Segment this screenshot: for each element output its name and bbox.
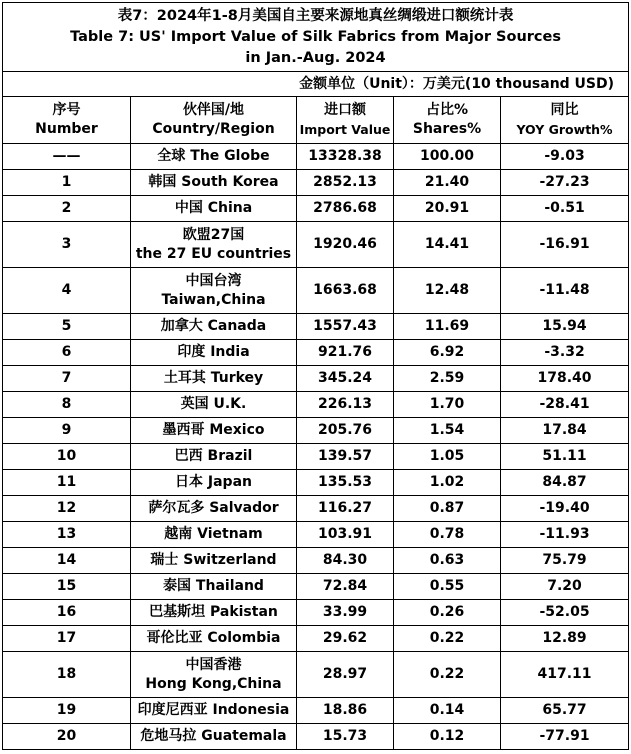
cell-yoy: 84.87 [501,470,629,496]
table-row [3,574,629,600]
cell-value: 135.53 [297,470,394,496]
header-share-en: Shares% [412,121,482,137]
cell-number: 13 [3,522,131,548]
cell-number: —— [3,144,131,170]
cell-region [131,470,297,496]
cell-region [131,626,297,652]
cell-share: 1.54 [394,418,501,444]
cell-yoy: 417.11 [501,652,629,698]
region-line: 中国香港 [185,656,242,673]
region-line: 瑞士 Switzerland [150,552,277,568]
cell-region [131,170,297,196]
cell-yoy: -3.32 [501,340,629,366]
table-row [3,418,629,444]
header-number [3,97,131,144]
cell-share: 1.05 [394,444,501,470]
cell-share: 0.26 [394,600,501,626]
cell-yoy: -52.05 [501,600,629,626]
cell-region [131,548,297,574]
table-row [3,548,629,574]
table-row [3,268,629,314]
cell-region [131,522,297,548]
region-line: 巴西 Brazil [174,448,253,464]
cell-share: 1.02 [394,470,501,496]
region-line: 欧盟27国 [182,226,245,243]
cell-yoy: -28.41 [501,392,629,418]
region-line: 印度尼西亚 Indonesia [137,702,290,718]
title-row [3,3,629,72]
cell-yoy: -11.48 [501,268,629,314]
cell-value: 28.97 [297,652,394,698]
table-row [3,626,629,652]
cell-number: 14 [3,548,131,574]
cell-number: 9 [3,418,131,444]
cell-value: 1663.68 [297,268,394,314]
region-line: 日本 Japan [175,474,252,490]
region-line: 加拿大 Canada [160,318,267,334]
cell-share: 12.48 [394,268,501,314]
cell-value: 18.86 [297,698,394,724]
cell-value: 72.84 [297,574,394,600]
table-row [3,222,629,268]
cell-value: 921.76 [297,340,394,366]
region-line: 印度 India [177,344,250,360]
cell-value: 84.30 [297,548,394,574]
header-yoy-en: YOY Growth% [516,122,613,137]
import-table [2,2,629,750]
region-line: 英国 U.K. [180,396,247,412]
cell-number: 7 [3,366,131,392]
cell-number: 6 [3,340,131,366]
cell-share: 0.14 [394,698,501,724]
header-number-en: Number [35,121,98,137]
header-number-cn: 序号 [52,102,81,118]
region-line: 萨尔瓦多 Salvador [148,500,279,516]
region-line: 墨西哥 Mexico [162,422,265,438]
table-row [3,392,629,418]
table-row [3,196,629,222]
table-row [3,522,629,548]
table-row [3,496,629,522]
cell-share: 0.22 [394,626,501,652]
cell-region [131,144,297,170]
cell-yoy: 17.84 [501,418,629,444]
region-line: 中国台湾 [185,272,242,289]
cell-number: 3 [3,222,131,268]
cell-value: 33.99 [297,600,394,626]
table-row [3,170,629,196]
region-line: 韩国 South Korea [148,174,279,190]
cell-yoy: 15.94 [501,314,629,340]
cell-value: 1920.46 [297,222,394,268]
cell-region [131,444,297,470]
cell-value: 116.27 [297,496,394,522]
cell-number: 17 [3,626,131,652]
table-row [3,600,629,626]
cell-number: 16 [3,600,131,626]
table-row [3,340,629,366]
cell-share: 0.63 [394,548,501,574]
cell-number: 18 [3,652,131,698]
cell-region [131,496,297,522]
cell-yoy: 7.20 [501,574,629,600]
cell-yoy: -77.91 [501,724,629,750]
cell-yoy: -19.40 [501,496,629,522]
header-value-cn: 进口额 [324,102,366,118]
cell-yoy: 12.89 [501,626,629,652]
cell-region [131,652,297,698]
region-line: 哥伦比亚 Colombia [146,630,281,646]
cell-share: 14.41 [394,222,501,268]
cell-yoy: 178.40 [501,366,629,392]
header-yoy-cn: 同比 [550,102,579,118]
cell-share: 20.91 [394,196,501,222]
header-region-cn: 伙伴国/地 [182,102,245,118]
cell-value: 103.91 [297,522,394,548]
cell-region [131,314,297,340]
region-line: 危地马拉 Guatemala [140,728,287,744]
region-line: 越南 Vietnam [164,526,263,542]
cell-share: 100.00 [394,144,501,170]
region-line: 全球 The Globe [157,148,270,164]
table-title [3,3,629,72]
cell-yoy: 65.77 [501,698,629,724]
cell-share: 2.59 [394,366,501,392]
table-row [3,470,629,496]
table-row [3,724,629,750]
cell-region [131,222,297,268]
region-line: the 27 EU countries [135,245,292,262]
header-region [131,97,297,144]
title-line-cn: 表7：2024年1-8月美国自主要来源地真丝绸缎进口额统计表 [117,7,514,24]
cell-region [131,366,297,392]
header-share-cn: 占比% [425,102,469,118]
cell-value: 13328.38 [297,144,394,170]
cell-region [131,340,297,366]
cell-share: 0.87 [394,496,501,522]
unit-label: 金额单位（Unit）：万美元(10 thousand USD) [3,72,629,97]
cell-number: 2 [3,196,131,222]
cell-value: 15.73 [297,724,394,750]
cell-region [131,196,297,222]
cell-share: 0.55 [394,574,501,600]
cell-yoy: 75.79 [501,548,629,574]
cell-yoy: 51.11 [501,444,629,470]
header-value [297,97,394,144]
cell-yoy: -16.91 [501,222,629,268]
cell-value: 205.76 [297,418,394,444]
unit-row [3,72,629,97]
table-row [3,698,629,724]
title-line-en: Table 7: US' Import Value of Silk Fabrics from Major Sources [70,28,561,45]
cell-value: 139.57 [297,444,394,470]
cell-share: 0.12 [394,724,501,750]
cell-share: 1.70 [394,392,501,418]
cell-region [131,418,297,444]
cell-value: 226.13 [297,392,394,418]
title-line-period: in Jan.-Aug. 2024 [245,49,386,66]
cell-share: 0.78 [394,522,501,548]
table-row [3,314,629,340]
region-line: 泰国 Thailand [163,578,264,594]
region-line: Taiwan,China [161,291,266,308]
table-row [3,444,629,470]
table-container [2,2,628,750]
cell-region [131,698,297,724]
cell-region [131,392,297,418]
cell-region [131,600,297,626]
cell-number: 12 [3,496,131,522]
region-line: 巴基斯坦 Pakistan [149,604,278,620]
cell-share: 11.69 [394,314,501,340]
table-row [3,652,629,698]
cell-yoy: -0.51 [501,196,629,222]
header-value-en: Import Value [299,122,391,137]
header-region-en: Country/Region [152,121,275,137]
header-row [3,97,629,144]
cell-region [131,724,297,750]
cell-number: 11 [3,470,131,496]
region-line: 中国 China [174,200,253,216]
cell-number: 8 [3,392,131,418]
cell-number: 5 [3,314,131,340]
table-row [3,366,629,392]
cell-yoy: -9.03 [501,144,629,170]
region-line: Hong Kong,China [145,675,282,692]
region-line: 土耳其 Turkey [163,370,264,386]
cell-region [131,268,297,314]
cell-number: 19 [3,698,131,724]
cell-value: 2786.68 [297,196,394,222]
cell-region [131,574,297,600]
cell-value: 2852.13 [297,170,394,196]
cell-number: 4 [3,268,131,314]
cell-yoy: -27.23 [501,170,629,196]
cell-value: 29.62 [297,626,394,652]
cell-share: 0.22 [394,652,501,698]
cell-share: 21.40 [394,170,501,196]
cell-value: 1557.43 [297,314,394,340]
table-row [3,144,629,170]
cell-number: 10 [3,444,131,470]
cell-value: 345.24 [297,366,394,392]
cell-number: 20 [3,724,131,750]
cell-yoy: -11.93 [501,522,629,548]
header-yoy [501,97,629,144]
cell-number: 15 [3,574,131,600]
header-share [394,97,501,144]
cell-share: 6.92 [394,340,501,366]
cell-number: 1 [3,170,131,196]
